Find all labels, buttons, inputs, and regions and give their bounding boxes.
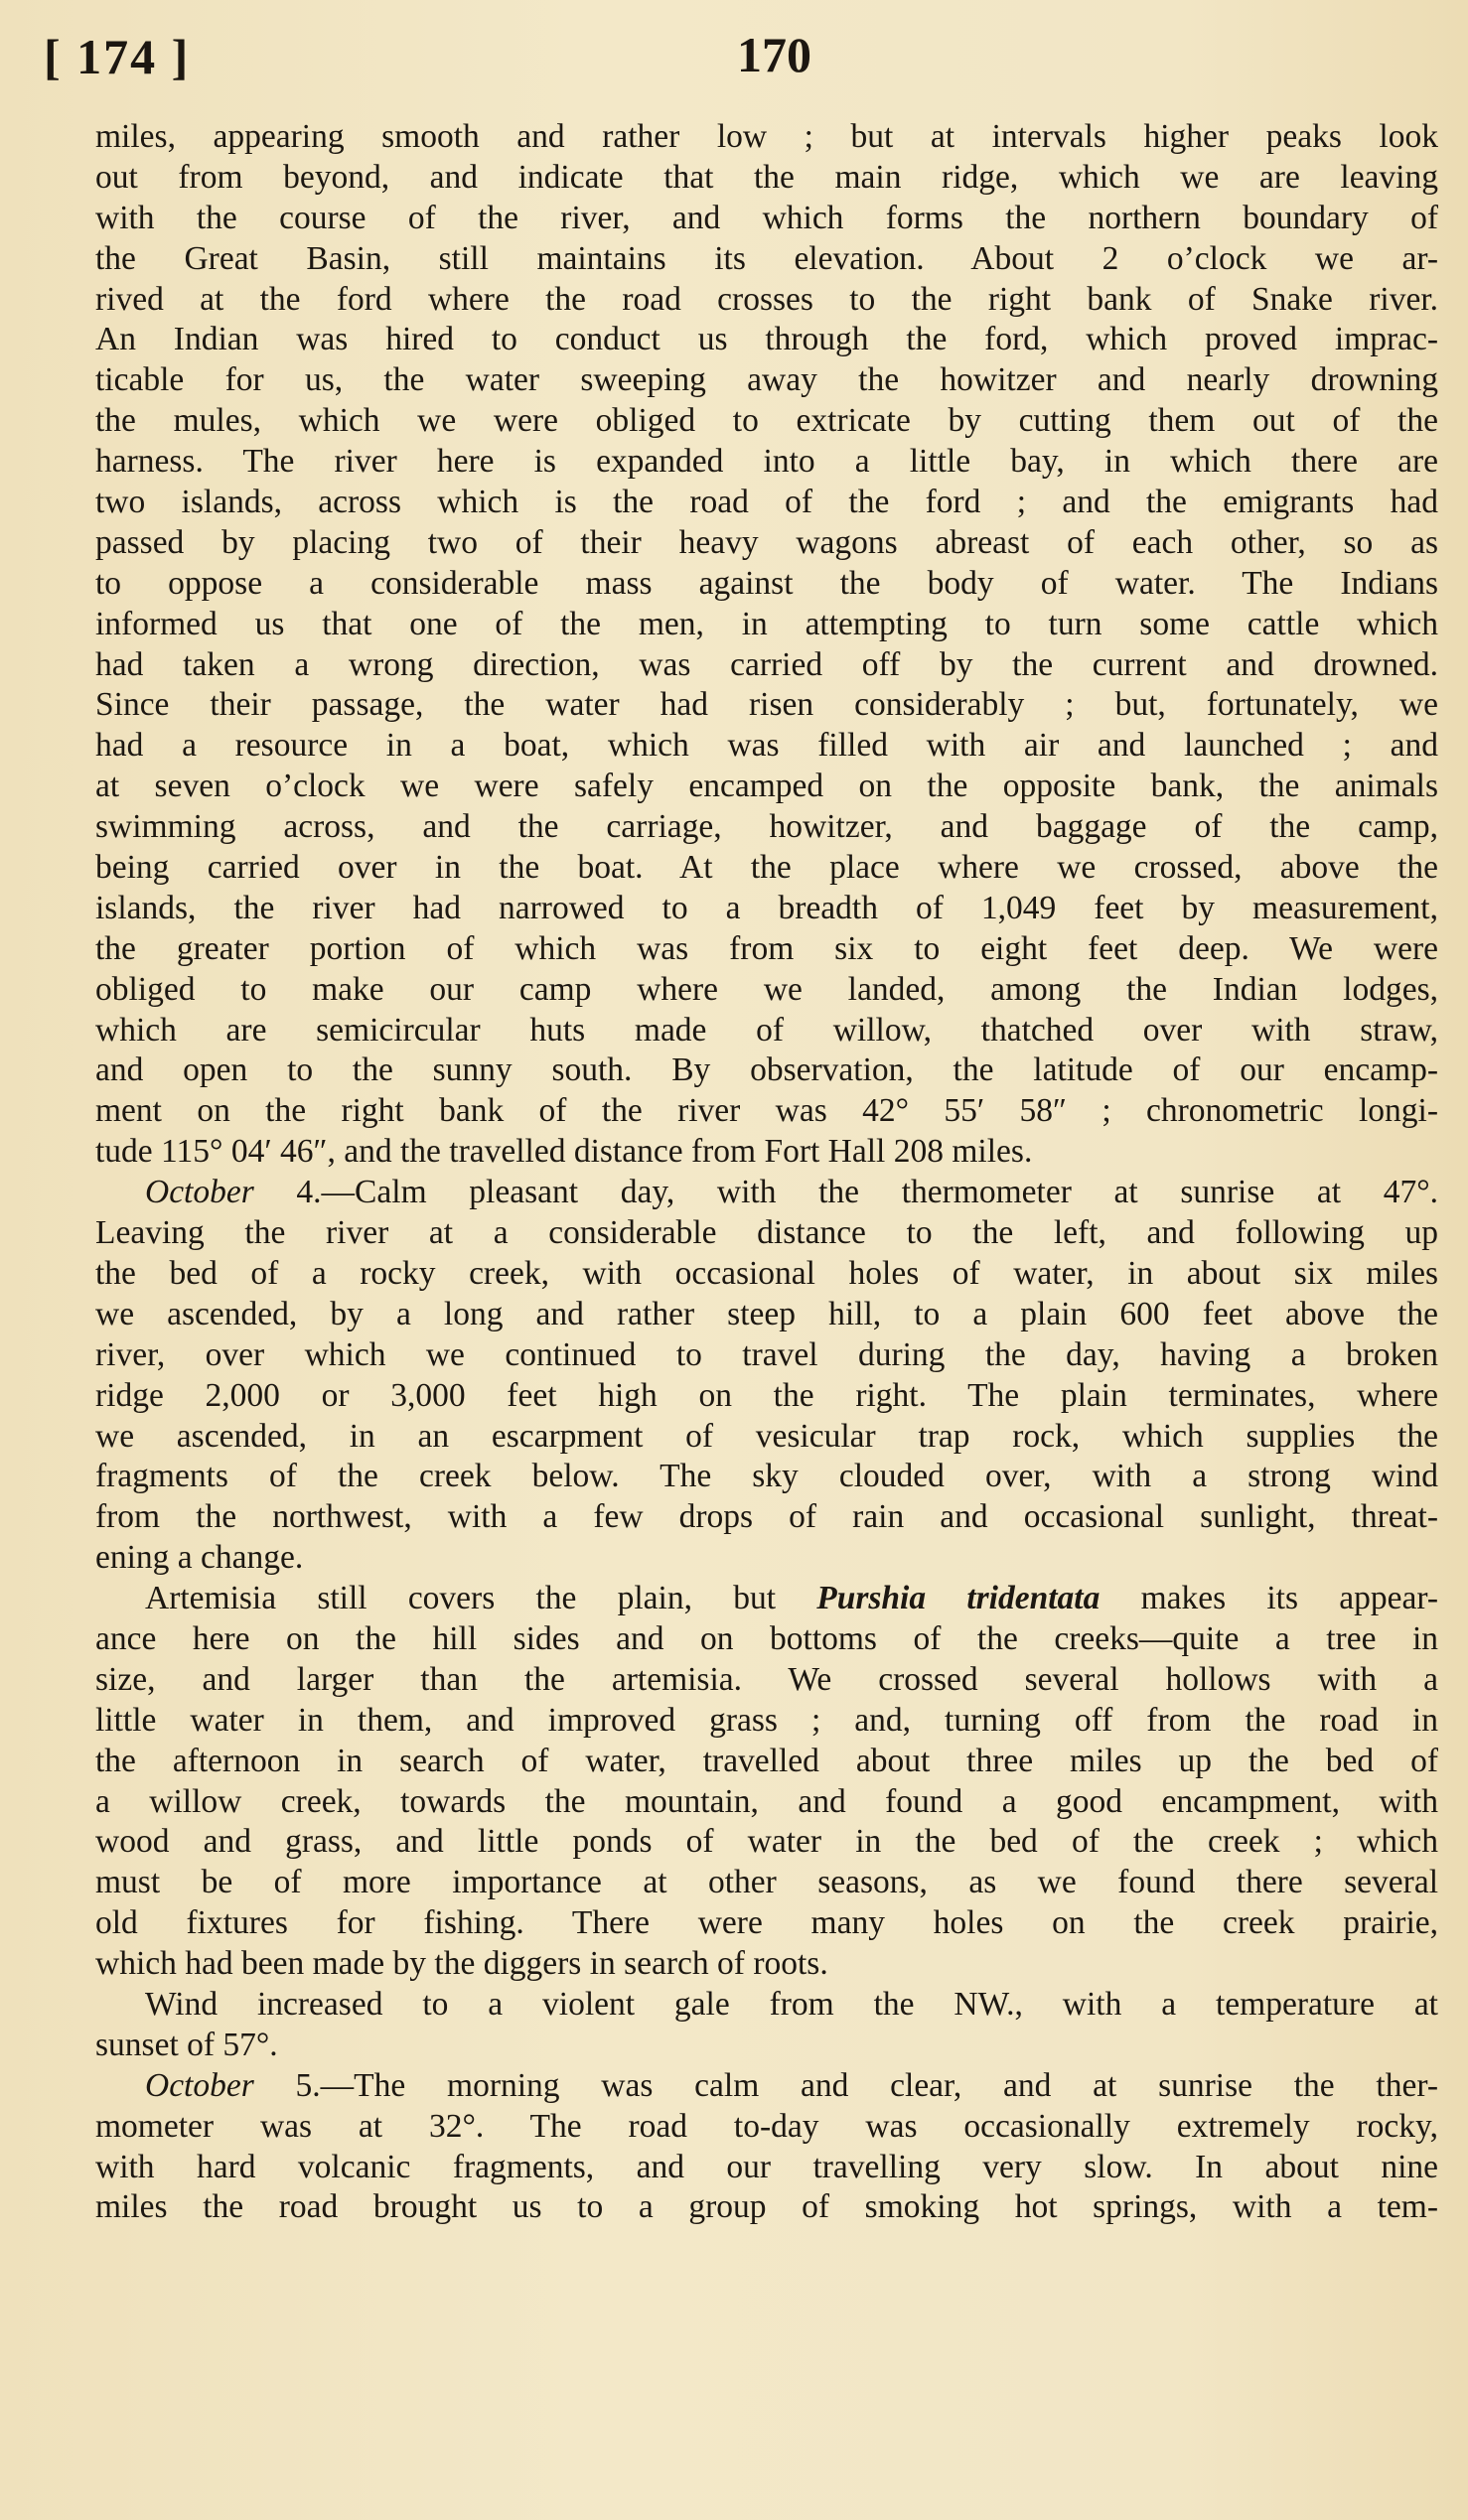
line-text: 5.—The morning was calm and clear, and at sunrise the ther- (253, 2066, 1438, 2104)
text-line: the afternoon in search of water, travelled about three miles up the bed of (95, 1742, 1438, 1779)
text-line: swimming across, and the carriage, howitzer, and baggage of the camp, (95, 808, 1438, 846)
text-line: ridge 2,000 or 3,000 feet high on the right. The plain terminates, where (95, 1376, 1438, 1414)
text-line: informed us that one of the men, in attempting to turn some cattle which (95, 605, 1438, 642)
text-line (95, 2066, 1438, 2107)
text-line (95, 1173, 1438, 1213)
text-line: which had been made by the diggers in search of roots. (95, 1945, 828, 1983)
text-line: the mules, which we were obliged to extricate by cutting them out of the (95, 402, 1438, 440)
text-line: ening a change. (95, 1539, 304, 1577)
text-line: we ascended, by a long and rather steep hill, to a plain 600 feet above the (95, 1295, 1438, 1332)
page-header (0, 22, 1468, 91)
text-line: fragments of the creek below. The sky clouded over, with a strong wind (95, 1458, 1438, 1495)
page-number: 170 (737, 27, 811, 82)
text-line: the greater portion of which was from six to eight feet deep. We were (95, 929, 1438, 967)
text-line: passed by placing two of their heavy wagons abreast of each other, so as (95, 523, 1438, 561)
text-line (95, 1579, 1438, 1619)
text-line: with hard volcanic fragments, and our travelling very slow. In about nine (95, 2148, 1438, 2185)
text-line: Wind increased to a violent gale from the NW., with a temperature at (145, 1985, 1438, 2023)
text-line: the bed of a rocky creek, with occasional holes of water, in about six miles (95, 1254, 1438, 1292)
text-line: must be of more importance at other seasons, as we found there several (95, 1864, 1438, 1901)
text-line: size, and larger than the artemisia. We crossed several hollows with a (95, 1660, 1438, 1698)
line-text: 4.—Calm pleasant day, with the thermometer at sunrise at 47°. (253, 1174, 1438, 1211)
text-line: had taken a wrong direction, was carried off by the current and drowned. (95, 645, 1438, 683)
text-line: ance here on the hill sides and on bottoms of the creeks—quite a tree in (95, 1619, 1438, 1657)
date-heading: October (145, 1174, 254, 1211)
line-text: Artemisia still covers the plain, but (145, 1580, 817, 1617)
text-line: a willow creek, towards the mountain, and found a good encampment, with (95, 1782, 1438, 1820)
text-line: river, over which we continued to travel during the day, having a broken (95, 1335, 1438, 1373)
text-line: being carried over in the boat. At the place where we crossed, above the (95, 849, 1438, 887)
text-line: ment on the right bank of the river was 42° 55′ 58″ ; chronometric longi- (95, 1092, 1438, 1130)
date-heading: October (145, 2066, 254, 2104)
text-line: old fixtures for fishing. There were many holes on the creek prairie, (95, 1904, 1438, 1942)
text-line: had a resource in a boat, which was filled with air and launched ; and (95, 727, 1438, 765)
text-line: miles, appearing smooth and rather low ; but at intervals higher peaks look (95, 118, 1438, 155)
text-line: with the course of the river, and which forms the northern boundary of (95, 199, 1438, 236)
text-line: islands, the river had narrowed to a breadth of 1,049 feet by measurement, (95, 889, 1438, 926)
text-line: out from beyond, and indicate that the main ridge, which we are leaving (95, 158, 1438, 196)
text-line: and open to the sunny south. By observation, the latitude of our encamp- (95, 1051, 1438, 1089)
text-line: to oppose a considerable mass against the body of water. The Indians (95, 564, 1438, 602)
text-line: ticable for us, the water sweeping away the howitzer and nearly drowning (95, 361, 1438, 399)
text-line: at seven o’clock we were safely encamped on the opposite bank, the animals (95, 768, 1438, 805)
text-line: Since their passage, the water had risen considerably ; but, fortunately, we (95, 686, 1438, 724)
line-text: makes its appear- (1100, 1580, 1438, 1617)
text-line: the Great Basin, still maintains its elevation. About 2 o’clock we ar- (95, 239, 1438, 277)
text-line: tude 115° 04′ 46″, and the travelled distance from Fort Hall 208 miles. (95, 1133, 1033, 1171)
text-line: mometer was at 32°. The road to-day was occasionally extremely rocky, (95, 2107, 1438, 2145)
text-line: two islands, across which is the road of the ford ; and the emigrants had (95, 484, 1438, 521)
text-line: Leaving the river at a considerable distance to the left, and following up (95, 1214, 1438, 1252)
bracketed-page-number: [ 174 ] (44, 29, 191, 84)
body-text (95, 117, 1438, 2228)
text-line: which are semicircular huts made of willow, thatched over with straw, (95, 1011, 1438, 1049)
text-line: from the northwest, with a few drops of rain and occasional sunlight, threat- (95, 1498, 1438, 1536)
text-line: we ascended, in an escarpment of vesicular trap rock, which supplies the (95, 1417, 1438, 1455)
text-line: wood and grass, and little ponds of water in the bed of the creek ; which (95, 1823, 1438, 1861)
text-line: miles the road brought us to a group of smoking hot springs, with a tem- (95, 2188, 1438, 2226)
text-line: little water in them, and improved grass ; and, turning off from the road in (95, 1701, 1438, 1739)
text-line: sunset of 57°. (95, 2026, 278, 2063)
text-line: harness. The river here is expanded into a little bay, in which there are (95, 443, 1438, 481)
species-name: Purshia tridentata (816, 1580, 1101, 1617)
text-line: rived at the ford where the road crosses to the right bank of Snake river. (95, 280, 1438, 318)
text-line: obliged to make our camp where we landed, among the Indian lodges, (95, 970, 1438, 1008)
text-line: An Indian was hired to conduct us through the ford, which proved imprac- (95, 321, 1438, 358)
